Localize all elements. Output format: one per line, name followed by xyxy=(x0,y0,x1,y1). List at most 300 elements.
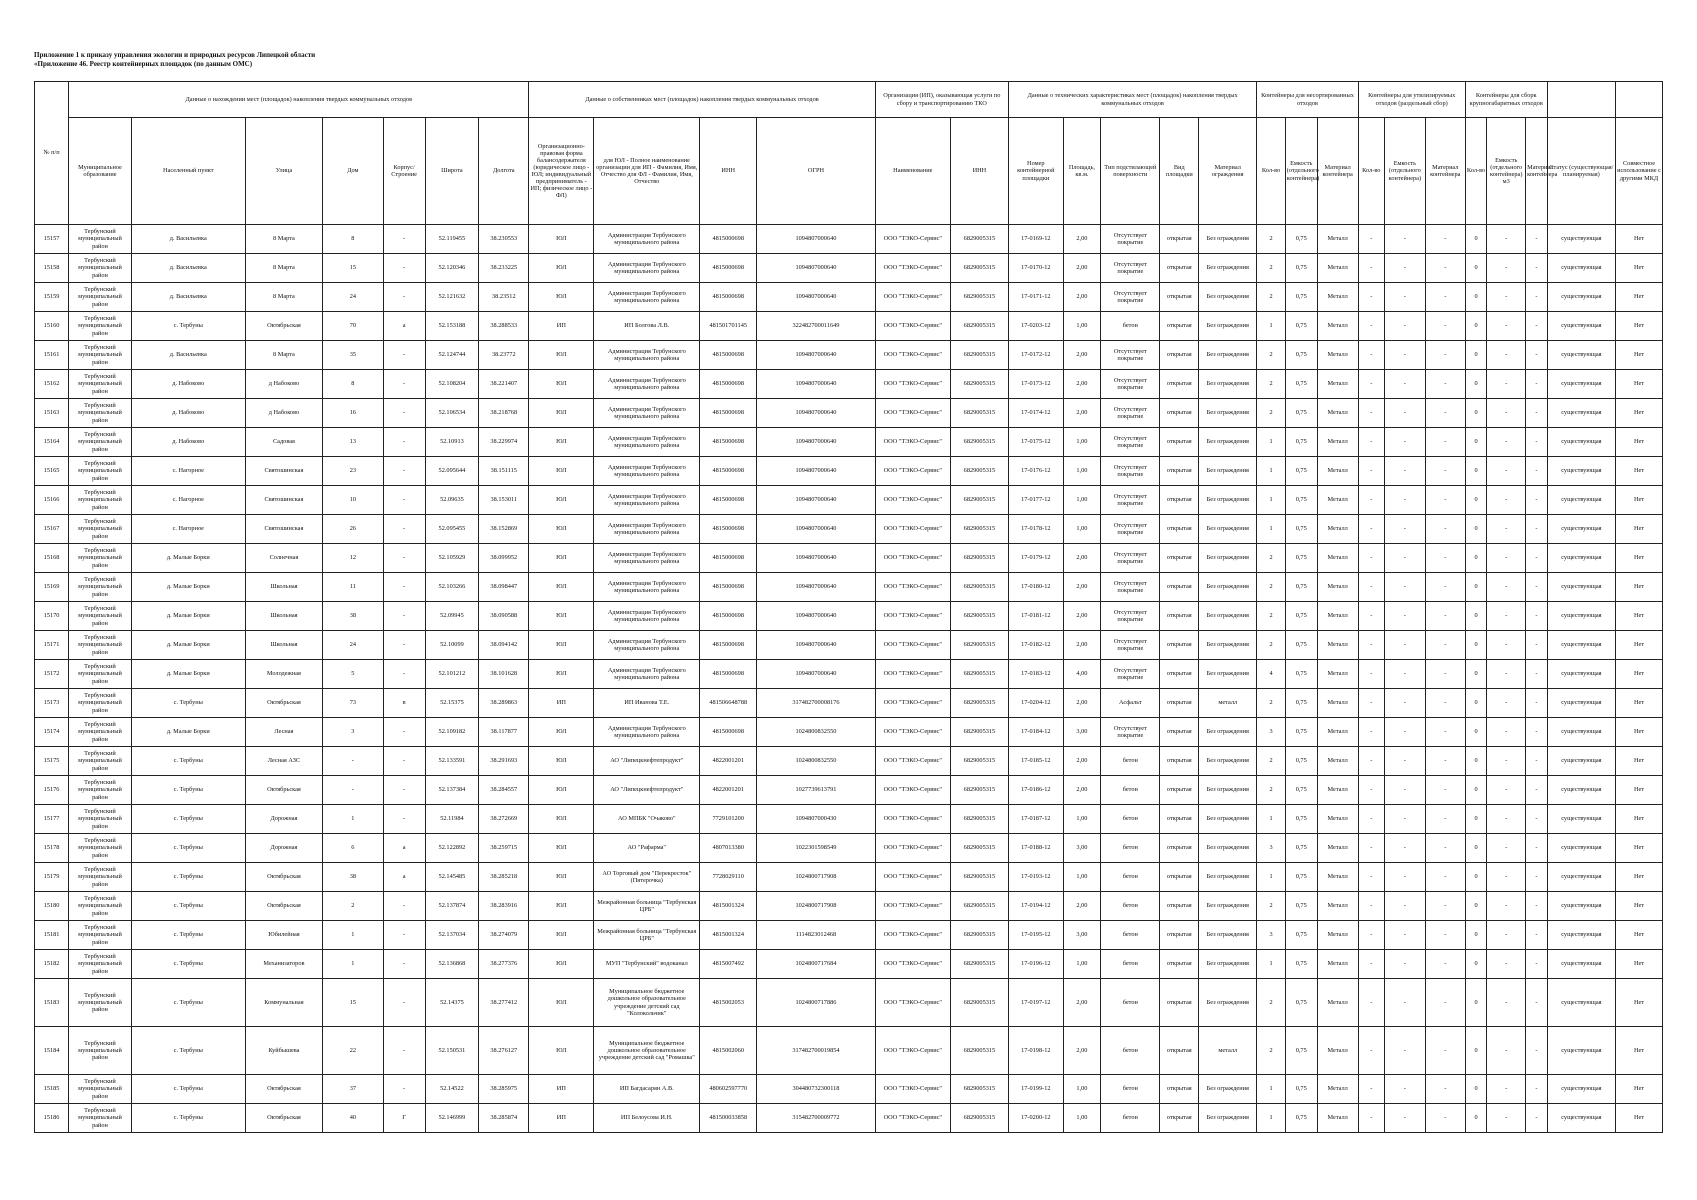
table-cell: 38.153011 xyxy=(479,486,529,515)
table-cell: 15169 xyxy=(35,573,69,602)
table-cell: Тербунский муниципальный район xyxy=(69,573,132,602)
table-cell: 2,00 xyxy=(1063,544,1101,573)
table-cell: существующая xyxy=(1547,225,1615,254)
table-cell: 4815000698 xyxy=(700,283,757,312)
table-cell: - xyxy=(383,573,425,602)
table-cell: 4,00 xyxy=(1063,660,1101,689)
table-cell: 2 xyxy=(1257,747,1285,776)
table-cell: ЮЛ xyxy=(529,747,594,776)
table-cell: - xyxy=(1358,225,1384,254)
table-cell: 0 xyxy=(1465,776,1487,805)
table-cell: 15168 xyxy=(35,544,69,573)
table-cell: 38.277412 xyxy=(479,979,529,1027)
table-cell: - xyxy=(1526,428,1548,457)
table-cell: - xyxy=(1358,312,1384,341)
table-cell: существующая xyxy=(1547,921,1615,950)
table-cell: Металл xyxy=(1317,573,1358,602)
table-cell: Администрация Тербунского муниципального района xyxy=(594,573,700,602)
table-cell: - xyxy=(1384,689,1425,718)
table-cell: открытая xyxy=(1160,834,1199,863)
table-cell: 6829005315 xyxy=(950,863,1008,892)
table-cell: Отсутствует покрытие xyxy=(1101,428,1160,457)
table-cell: Нет xyxy=(1616,544,1663,573)
table-cell: 2,00 xyxy=(1063,979,1101,1027)
table-row xyxy=(35,573,1663,602)
table-cell: - xyxy=(383,544,425,573)
table-cell: 2 xyxy=(1257,341,1285,370)
table-cell: - xyxy=(1487,689,1526,718)
table-cell: 38.23772 xyxy=(479,341,529,370)
table-cell: 2,00 xyxy=(1063,399,1101,428)
table-cell: 317482700019854 xyxy=(757,1027,875,1075)
table-cell: открытая xyxy=(1160,1104,1199,1133)
table-cell: Без ограждения xyxy=(1199,1075,1257,1104)
table-cell: 1094807000430 xyxy=(757,805,875,834)
table-cell: 0,75 xyxy=(1285,1104,1317,1133)
table-cell: 1 xyxy=(1257,428,1285,457)
table-cell: ИП xyxy=(529,312,594,341)
table-cell: - xyxy=(1358,718,1384,747)
table-cell: Нет xyxy=(1616,950,1663,979)
table-cell: 15160 xyxy=(35,312,69,341)
table-row xyxy=(35,283,1663,312)
table-cell: - xyxy=(1384,747,1425,776)
table-cell: Металл xyxy=(1317,399,1358,428)
table-cell: - xyxy=(1425,718,1465,747)
table-cell: Администрация Тербунского муниципального района xyxy=(594,283,700,312)
table-cell: Октябрьская xyxy=(245,892,322,921)
table-cell: 0,75 xyxy=(1285,805,1317,834)
table-cell: - xyxy=(1526,457,1548,486)
table-cell: - xyxy=(383,486,425,515)
table-cell: 0 xyxy=(1465,254,1487,283)
table-cell: ЮЛ xyxy=(529,486,594,515)
table-cell: Металл xyxy=(1317,921,1358,950)
table-cell: 2 xyxy=(1257,370,1285,399)
table-cell: 4815002053 xyxy=(700,979,757,1027)
col-header: Емкость (отдельного контейнера) xyxy=(1285,118,1317,225)
table-cell: Без ограждения xyxy=(1199,544,1257,573)
table-cell: Без ограждения xyxy=(1199,428,1257,457)
table-cell: Святошинская xyxy=(245,515,322,544)
table-cell: Отсутствует покрытие xyxy=(1101,399,1160,428)
table-cell: 38 xyxy=(323,602,383,631)
table-cell: 15 xyxy=(323,254,383,283)
table-cell: 17-0199-12 xyxy=(1008,1075,1063,1104)
table-cell: 6829005315 xyxy=(950,457,1008,486)
table-cell: Металл xyxy=(1317,689,1358,718)
table-cell: 12 xyxy=(323,544,383,573)
table-cell: 0 xyxy=(1465,1104,1487,1133)
table-cell: ЮЛ xyxy=(529,341,594,370)
table-cell: 15173 xyxy=(35,689,69,718)
table-cell: Без ограждения xyxy=(1199,776,1257,805)
table-cell: ЮЛ xyxy=(529,573,594,602)
table-cell: - xyxy=(1425,428,1465,457)
table-cell: Металл xyxy=(1317,892,1358,921)
table-cell: ЮЛ xyxy=(529,457,594,486)
table-cell: - xyxy=(1487,805,1526,834)
table-cell: - xyxy=(323,747,383,776)
table-cell: д. Набоково xyxy=(131,370,245,399)
table-cell: - xyxy=(1358,689,1384,718)
table-cell: открытая xyxy=(1160,776,1199,805)
table-cell: 1094807000640 xyxy=(757,486,875,515)
table-cell: - xyxy=(383,1075,425,1104)
table-cell: 6829005315 xyxy=(950,486,1008,515)
table-cell: а xyxy=(383,312,425,341)
table-cell: 1,00 xyxy=(1063,950,1101,979)
table-cell: - xyxy=(1425,921,1465,950)
table-cell: Отсутствует покрытие xyxy=(1101,631,1160,660)
table-cell: открытая xyxy=(1160,950,1199,979)
table-cell: существующая xyxy=(1547,486,1615,515)
table-cell: Тербунский муниципальный район xyxy=(69,341,132,370)
table-cell: 52.095644 xyxy=(425,457,479,486)
table-cell: 1 xyxy=(1257,457,1285,486)
table-cell: Без ограждения xyxy=(1199,834,1257,863)
table-cell: существующая xyxy=(1547,747,1615,776)
table-cell: Тербунский муниципальный район xyxy=(69,979,132,1027)
table-cell: 52.121632 xyxy=(425,283,479,312)
table-cell: Нет xyxy=(1616,225,1663,254)
table-cell: - xyxy=(1487,283,1526,312)
table-cell: Тербунский муниципальный район xyxy=(69,312,132,341)
table-cell: Администрация Тербунского муниципального района xyxy=(594,399,700,428)
table-cell: 15186 xyxy=(35,1104,69,1133)
table-cell: Без ограждения xyxy=(1199,747,1257,776)
table-cell: Администрация Тербунского муниципального района xyxy=(594,718,700,747)
table-cell: 38 xyxy=(323,863,383,892)
table-cell: 22 xyxy=(323,1027,383,1075)
table-cell: 4815000698 xyxy=(700,544,757,573)
table-cell: - xyxy=(1358,1075,1384,1104)
table-cell: с. Тербуны xyxy=(131,689,245,718)
table-cell: 38.229974 xyxy=(479,428,529,457)
table-cell: 2 xyxy=(323,892,383,921)
table-cell: 52.109182 xyxy=(425,718,479,747)
table-cell: - xyxy=(1358,660,1384,689)
table-cell: 52.120346 xyxy=(425,254,479,283)
table-cell: существующая xyxy=(1547,457,1615,486)
table-cell: бетон xyxy=(1101,1104,1160,1133)
table-cell: 2,00 xyxy=(1063,892,1101,921)
table-cell: 2 xyxy=(1257,573,1285,602)
table-cell: 0 xyxy=(1465,950,1487,979)
table-cell: - xyxy=(1384,1027,1425,1075)
table-row xyxy=(35,979,1663,1027)
table-cell: 6829005315 xyxy=(950,631,1008,660)
table-cell: - xyxy=(383,950,425,979)
table-cell: - xyxy=(383,457,425,486)
table-cell: Отсутствует покрытие xyxy=(1101,573,1160,602)
table-cell: существующая xyxy=(1547,834,1615,863)
table-cell: - xyxy=(383,718,425,747)
table-cell: 24 xyxy=(323,631,383,660)
table-cell: 0 xyxy=(1465,428,1487,457)
table-cell: открытая xyxy=(1160,254,1199,283)
table-cell: Тербунский муниципальный район xyxy=(69,1075,132,1104)
table-cell: - xyxy=(383,341,425,370)
table-cell: Тербунский муниципальный район xyxy=(69,689,132,718)
table-cell: ИП xyxy=(529,689,594,718)
table-row xyxy=(35,834,1663,863)
table-row xyxy=(35,602,1663,631)
table-cell: - xyxy=(1384,892,1425,921)
table-cell: ЮЛ xyxy=(529,370,594,399)
table-cell: Металл xyxy=(1317,602,1358,631)
table-cell: Нет xyxy=(1616,312,1663,341)
table-cell: 17-0196-12 xyxy=(1008,950,1063,979)
table-cell: 1 xyxy=(323,950,383,979)
table-cell: Без ограждения xyxy=(1199,515,1257,544)
table-cell: 481506648788 xyxy=(700,689,757,718)
table-cell: 0 xyxy=(1465,515,1487,544)
table-cell: 6829005315 xyxy=(950,341,1008,370)
table-cell: 38.152869 xyxy=(479,515,529,544)
table-cell: Металл xyxy=(1317,950,1358,979)
table-cell: Молодежная xyxy=(245,660,322,689)
col-header: Площадь, кв.м. xyxy=(1063,118,1101,225)
table-cell: Нет xyxy=(1616,399,1663,428)
table-cell: 17-0180-12 xyxy=(1008,573,1063,602)
table-cell: ЮЛ xyxy=(529,863,594,892)
table-cell: 6829005315 xyxy=(950,1104,1008,1133)
table-cell: 52.15375 xyxy=(425,689,479,718)
table-cell: - xyxy=(1526,370,1548,399)
table-cell: Металл xyxy=(1317,544,1358,573)
table-cell: 52.136868 xyxy=(425,950,479,979)
table-cell: Нет xyxy=(1616,921,1663,950)
table-cell: 1024800832550 xyxy=(757,718,875,747)
table-cell: существующая xyxy=(1547,1104,1615,1133)
table-cell: - xyxy=(1425,805,1465,834)
table-cell: - xyxy=(1358,602,1384,631)
table-cell: 52.137384 xyxy=(425,776,479,805)
table-cell: ЮЛ xyxy=(529,515,594,544)
table-cell: бетон xyxy=(1101,892,1160,921)
table-cell: 4815000698 xyxy=(700,660,757,689)
col-header: Организационно-правовая форма балансодержателя (юридическое лицо - ЮЛ; индивидуальный предприниматель - ИП; физическое лицо - ФЛ) xyxy=(529,118,594,225)
table-row xyxy=(35,631,1663,660)
table-cell: открытая xyxy=(1160,341,1199,370)
table-cell: ИП Болгова Л.В. xyxy=(594,312,700,341)
table-cell: Октябрьская xyxy=(245,1104,322,1133)
table-cell: - xyxy=(1487,979,1526,1027)
table-cell: Нет xyxy=(1616,254,1663,283)
table-cell: Межрайонная больница "Тербунская ЦРБ" xyxy=(594,892,700,921)
table-cell: - xyxy=(1425,689,1465,718)
table-cell: существующая xyxy=(1547,370,1615,399)
table-cell: 4815000698 xyxy=(700,718,757,747)
table-cell: 38.284557 xyxy=(479,776,529,805)
table-cell: ЮЛ xyxy=(529,544,594,573)
table-cell: 17-0188-12 xyxy=(1008,834,1063,863)
table-cell: Отсутствует покрытие xyxy=(1101,283,1160,312)
table-cell: - xyxy=(1358,428,1384,457)
table-cell: - xyxy=(1487,225,1526,254)
table-cell: Межрайонная больница "Тербунская ЦРБ" xyxy=(594,921,700,950)
table-cell: - xyxy=(1425,283,1465,312)
table-cell: существующая xyxy=(1547,950,1615,979)
table-cell: Тербунский муниципальный район xyxy=(69,370,132,399)
table-cell: 6829005315 xyxy=(950,370,1008,399)
group-header-bulky-containers: Контейнеры для сборк крупногабаритных отходов xyxy=(1465,82,1547,118)
table-cell: Отсутствует покрытие xyxy=(1101,370,1160,399)
table-cell: ООО "ТЭКО-Сервис" xyxy=(875,1104,950,1133)
table-cell: 17-0170-12 xyxy=(1008,254,1063,283)
table-cell: - xyxy=(1358,254,1384,283)
table-cell: Отсутствует покрытие xyxy=(1101,341,1160,370)
table-cell: 52.145485 xyxy=(425,863,479,892)
table-cell: - xyxy=(1526,863,1548,892)
table-cell: 0,75 xyxy=(1285,1027,1317,1075)
col-header: Статус (существующая/планируемая) xyxy=(1547,118,1615,225)
table-cell: открытая xyxy=(1160,370,1199,399)
table-cell: Металл xyxy=(1317,863,1358,892)
table-cell: 38.151115 xyxy=(479,457,529,486)
table-cell: 52.09945 xyxy=(425,602,479,631)
table-cell: - xyxy=(1425,776,1465,805)
table-cell: 15182 xyxy=(35,950,69,979)
table-cell: 52.095455 xyxy=(425,515,479,544)
table-cell: - xyxy=(1384,486,1425,515)
table-cell: Садовая xyxy=(245,428,322,457)
table-cell: 17-0203-12 xyxy=(1008,312,1063,341)
table-cell: Без ограждения xyxy=(1199,718,1257,747)
table-cell: открытая xyxy=(1160,428,1199,457)
table-cell: 4815007492 xyxy=(700,950,757,979)
table-cell: Без ограждения xyxy=(1199,1104,1257,1133)
table-cell: д. Васильевка xyxy=(131,283,245,312)
table-cell: д. Малые Борки xyxy=(131,718,245,747)
table-cell: 2 xyxy=(1257,1027,1285,1075)
table-cell: Отсутствует покрытие xyxy=(1101,660,1160,689)
table-cell: Отсутствует покрытие xyxy=(1101,486,1160,515)
table-cell: 0,75 xyxy=(1285,660,1317,689)
table-cell: открытая xyxy=(1160,805,1199,834)
table-cell: Администрация Тербунского муниципального района xyxy=(594,341,700,370)
table-cell: д. Малые Борки xyxy=(131,631,245,660)
table-cell: 1024800717684 xyxy=(757,950,875,979)
table-cell: 38.291693 xyxy=(479,747,529,776)
table-cell: 6829005315 xyxy=(950,312,1008,341)
table-cell: - xyxy=(1384,631,1425,660)
table-cell: а xyxy=(383,863,425,892)
table-cell: - xyxy=(1487,1075,1526,1104)
table-cell: 15 xyxy=(323,979,383,1027)
table-cell: Без ограждения xyxy=(1199,457,1257,486)
table-cell: - xyxy=(383,602,425,631)
table-cell: Без ограждения xyxy=(1199,283,1257,312)
table-row xyxy=(35,399,1663,428)
table-cell: 17-0187-12 xyxy=(1008,805,1063,834)
table-cell: Тербунский муниципальный район xyxy=(69,225,132,254)
table-cell: - xyxy=(1425,979,1465,1027)
table-cell: открытая xyxy=(1160,544,1199,573)
table-cell: существующая xyxy=(1547,341,1615,370)
table-cell: - xyxy=(1384,805,1425,834)
table-cell: - xyxy=(383,892,425,921)
table-cell: - xyxy=(1358,341,1384,370)
table-cell: существующая xyxy=(1547,805,1615,834)
table-cell: Нет xyxy=(1616,486,1663,515)
table-cell: 4815000698 xyxy=(700,341,757,370)
table-cell: открытая xyxy=(1160,312,1199,341)
table-cell: 0 xyxy=(1465,805,1487,834)
table-cell: - xyxy=(1487,718,1526,747)
table-cell: 17-0204-12 xyxy=(1008,689,1063,718)
table-cell: 15164 xyxy=(35,428,69,457)
table-cell: 0 xyxy=(1465,660,1487,689)
table-cell: ООО "ТЭКО-Сервис" xyxy=(875,573,950,602)
table-cell: 2 xyxy=(1257,602,1285,631)
table-cell: - xyxy=(1526,399,1548,428)
table-cell: существующая xyxy=(1547,399,1615,428)
table-cell: Тербунский муниципальный район xyxy=(69,921,132,950)
table-cell: а xyxy=(383,834,425,863)
document-header xyxy=(34,51,315,69)
table-cell: Тербунский муниципальный район xyxy=(69,863,132,892)
table-cell: ИП xyxy=(529,1075,594,1104)
table-cell: - xyxy=(1526,776,1548,805)
table-cell: 2,00 xyxy=(1063,254,1101,283)
table-cell: 52.09635 xyxy=(425,486,479,515)
table-cell: - xyxy=(1358,631,1384,660)
table-cell: - xyxy=(1425,1027,1465,1075)
table-cell: 8 Марта xyxy=(245,254,322,283)
table-cell: Нет xyxy=(1616,689,1663,718)
table-cell: открытая xyxy=(1160,573,1199,602)
col-header: Номер контейнерной площадки xyxy=(1008,118,1063,225)
table-cell: - xyxy=(1526,631,1548,660)
table-cell: - xyxy=(1425,254,1465,283)
table-cell: - xyxy=(1487,399,1526,428)
table-cell: Октябрьская xyxy=(245,863,322,892)
table-cell: Металл xyxy=(1317,834,1358,863)
table-cell: - xyxy=(1358,892,1384,921)
table-cell: Металл xyxy=(1317,254,1358,283)
table-cell: 0 xyxy=(1465,602,1487,631)
table-cell: 3,00 xyxy=(1063,718,1101,747)
table-cell: 52.146999 xyxy=(425,1104,479,1133)
header-group-row xyxy=(35,82,1663,118)
table-cell: Солнечная xyxy=(245,544,322,573)
table-cell: 38.285874 xyxy=(479,1104,529,1133)
table-cell: Тербунский муниципальный район xyxy=(69,834,132,863)
table-cell: 15159 xyxy=(35,283,69,312)
table-cell: - xyxy=(1425,225,1465,254)
table-cell: - xyxy=(1384,573,1425,602)
table-cell: 1 xyxy=(1257,1075,1285,1104)
table-cell: 1,00 xyxy=(1063,805,1101,834)
table-cell: Металл xyxy=(1317,428,1358,457)
table-cell: ЮЛ xyxy=(529,1027,594,1075)
table-cell: 1024800717886 xyxy=(757,979,875,1027)
table-cell: 0,75 xyxy=(1285,544,1317,573)
table-cell: - xyxy=(1384,718,1425,747)
table-cell: 15185 xyxy=(35,1075,69,1104)
table-cell: Без ограждения xyxy=(1199,312,1257,341)
table-cell: 1,00 xyxy=(1063,457,1101,486)
table-cell: - xyxy=(1487,341,1526,370)
table-cell: бетон xyxy=(1101,863,1160,892)
table-cell: - xyxy=(1526,718,1548,747)
table-cell: ООО "ТЭКО-Сервис" xyxy=(875,776,950,805)
table-cell: Администрация Тербунского муниципального района xyxy=(594,544,700,573)
table-cell: - xyxy=(1487,921,1526,950)
table-cell: ООО "ТЭКО-Сервис" xyxy=(875,341,950,370)
